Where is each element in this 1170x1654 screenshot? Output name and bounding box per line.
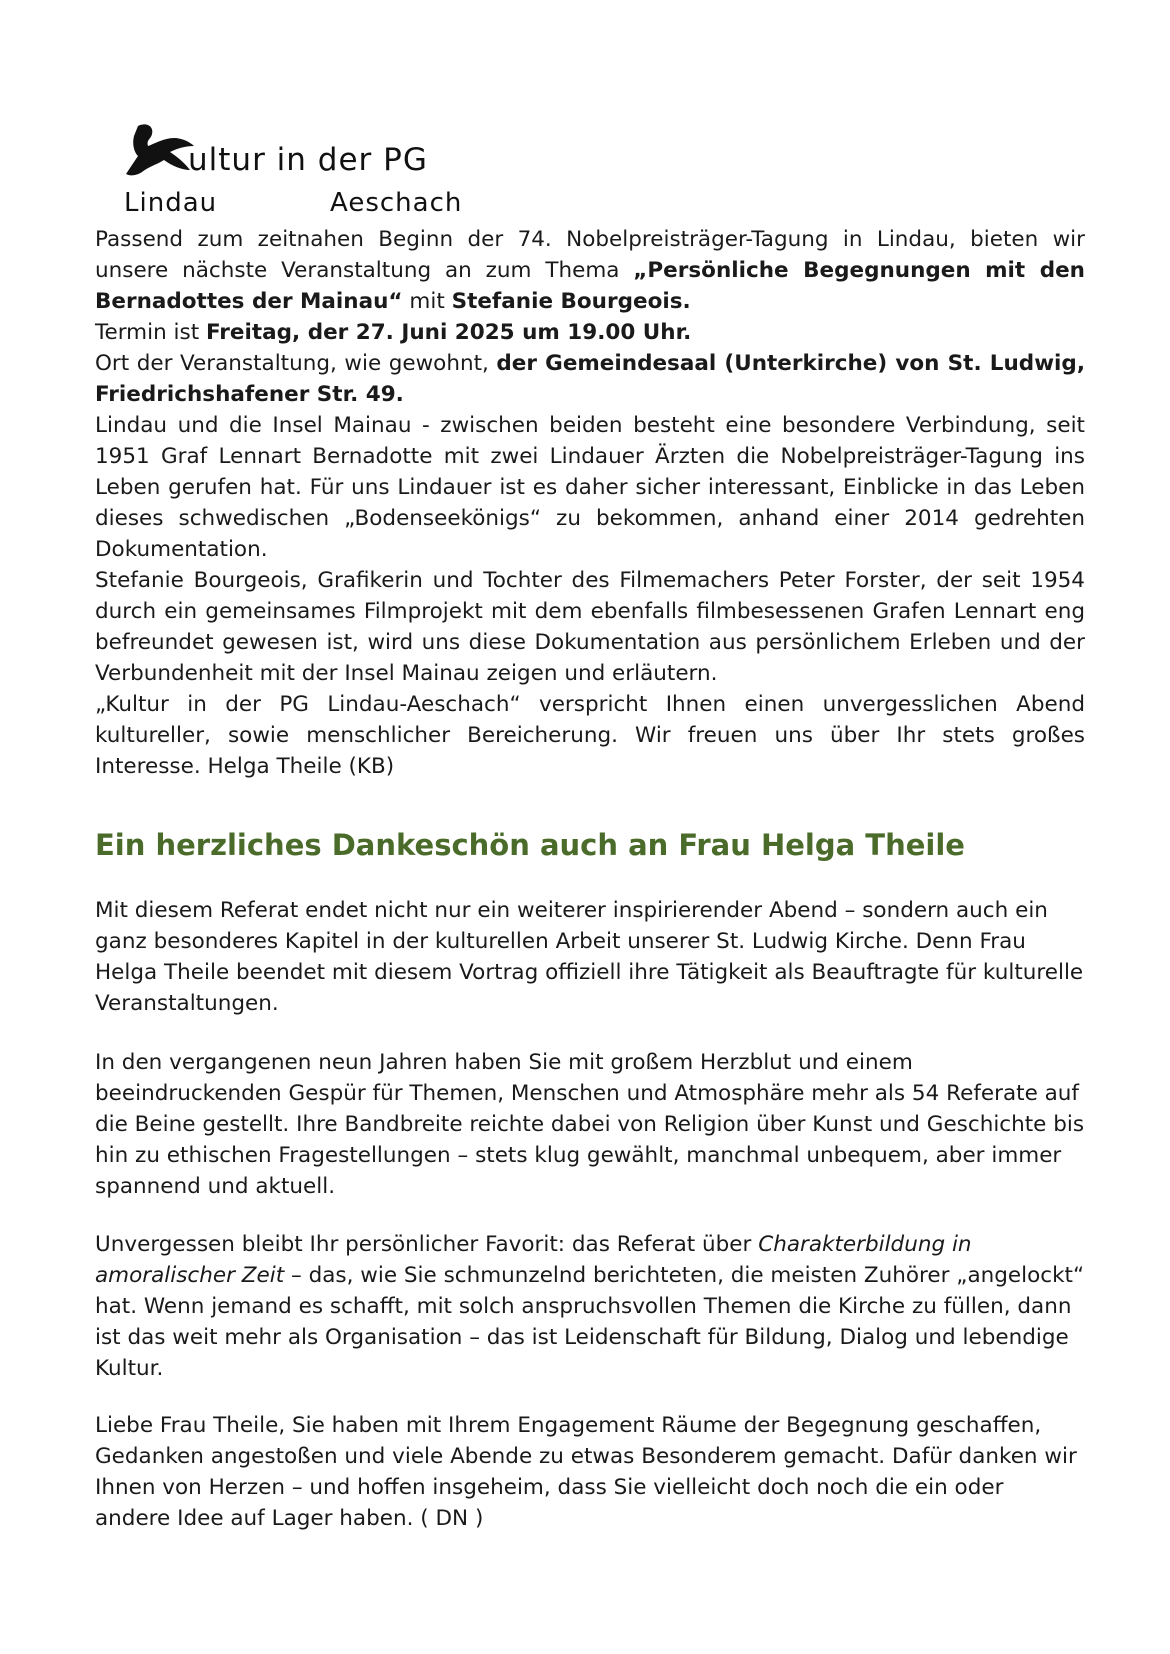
intro-paragraph-speaker: Stefanie Bourgeois, Grafikerin und Tochter des Filmemachers Peter Forster, der seit 1954 durch ein gemeinsames Filmprojekt mit dem ebenfalls filmbesessenen Grafen Lennart eng befreundet gewesen ist, wird uns diese Dokumentation aus persönlichem Erleben und der Verbundenheit mit der Insel Mainau zeigen und erläutern. bbox=[95, 568, 1085, 686]
thanks-heading: Ein herzliches Dankeschön auch an Frau Helga Theile bbox=[95, 828, 965, 862]
intro-section bbox=[95, 224, 1085, 782]
intro-paragraph-closing: „Kultur in der PG Lindau-Aeschach“ verspricht Ihnen einen unvergesslichen Abend kultureller, sowie menschlicher Bereicherung. Wir freuen uns über Ihr stets großes Interesse. Helga Theile (KB) bbox=[95, 692, 1085, 779]
event-date: Freitag, der 27. Juni 2025 um 19.00 Uhr. bbox=[206, 320, 692, 345]
paragraph-text: Mit diesem Referat endet nicht nur ein weiterer inspirierender Abend – sondern auch ein ganz besonderes Kapitel in der kulturellen Arbeit unserer St. Ludwig Kirche. Denn Frau Helga Theile beendet mit diesem Vortrag offiziell ihre Tätigkeit als Beauftragte für kulturelle Veranstaltungen. bbox=[95, 898, 1084, 1016]
text-span: – das, wie Sie schmunzelnd berichteten, die meisten Zuhörer „angelockt“ hat. Wenn jemand es schafft, mit solch anspruchsvollen Themen die Kirche zu füllen, dann ist das weit mehr als Organisation – das ist Leidenschaft für Bildung, Dialog und lebendige Kultur. bbox=[95, 1263, 1085, 1381]
text-span: Passend zum zeitnahen Beginn der 74. Nobelpreisträger-Tagung in Lindau, bieten wir unsere nächste Veranstaltung an zum Thema bbox=[95, 227, 1085, 283]
speaker-name: Stefanie Bourgeois. bbox=[451, 289, 691, 314]
favorite-lecture-title: Charakterbildung in amoralischer Zeit bbox=[95, 1232, 972, 1288]
text-span: mit bbox=[402, 289, 452, 314]
logo-line2-left: Lindau bbox=[124, 188, 218, 218]
logo-line2-right: Aeschach bbox=[330, 188, 463, 218]
intro-paragraph-location bbox=[95, 348, 1085, 410]
thanks-paragraph-2 bbox=[95, 1047, 1085, 1202]
paragraph-text bbox=[95, 1229, 1085, 1384]
intro-paragraph-date bbox=[95, 317, 1085, 348]
paragraph-text: In den vergangenen neun Jahren haben Sie mit großem Herzblut und einem beeindruckenden Gespür für Themen, Menschen und Atmosphäre mehr als 54 Referate auf die Beine gestellt. Ihre Bandbreite reichte dabei von Religion über Kunst und Geschichte bis hin zu ethischen Fragestellungen – stets klug gewählt, manchmal unbequem, aber immer spannend und aktuell. bbox=[95, 1050, 1085, 1199]
k-figure-icon bbox=[124, 122, 196, 180]
intro-paragraph-background: Lindau und die Insel Mainau - zwischen beiden besteht eine besondere Verbindung, seit 1951 Graf Lennart Bernadotte mit zwei Lindauer Ärzten die Nobelpreisträger-Tagung ins Leben gerufen hat. Für uns Lindauer ist es daher sicher interessant, Einblicke in das Leben dieses schwedischen „Bodenseekönigs“ zu bekommen, anhand einer 2014 gedrehten Dokumentation. bbox=[95, 413, 1085, 562]
text-span: Ort der Veranstaltung, wie gewohnt, bbox=[95, 351, 497, 376]
text-span: Termin ist bbox=[95, 320, 206, 345]
logo-line1: ultur in der PG bbox=[188, 142, 428, 178]
paragraph-text: Liebe Frau Theile, Sie haben mit Ihrem Engagement Räume der Begegnung geschaffen, Gedanken angestoßen und viele Abende zu etwas Besonderem gemacht. Dafür danken wir Ihnen von Herzen – und hoffen insgeheim, dass Sie vielleicht doch noch die ein oder andere Idee auf Lager haben. ( DN ) bbox=[95, 1413, 1077, 1531]
text-span: Unvergessen bleibt Ihr persönlicher Favorit: das Referat über bbox=[95, 1232, 759, 1257]
thanks-paragraph-1 bbox=[95, 895, 1085, 1019]
intro-paragraph-topic bbox=[95, 224, 1085, 317]
thanks-paragraph-3 bbox=[95, 1229, 1085, 1384]
kultur-logo bbox=[118, 118, 548, 218]
event-title: „Persönliche Begegnungen mit den Bernadottes der Mainau“ bbox=[95, 258, 1085, 314]
event-location: der Gemeindesaal (Unterkirche) von St. Ludwig, Friedrichshafener Str. 49. bbox=[95, 351, 1085, 407]
thanks-paragraph-4 bbox=[95, 1410, 1085, 1534]
